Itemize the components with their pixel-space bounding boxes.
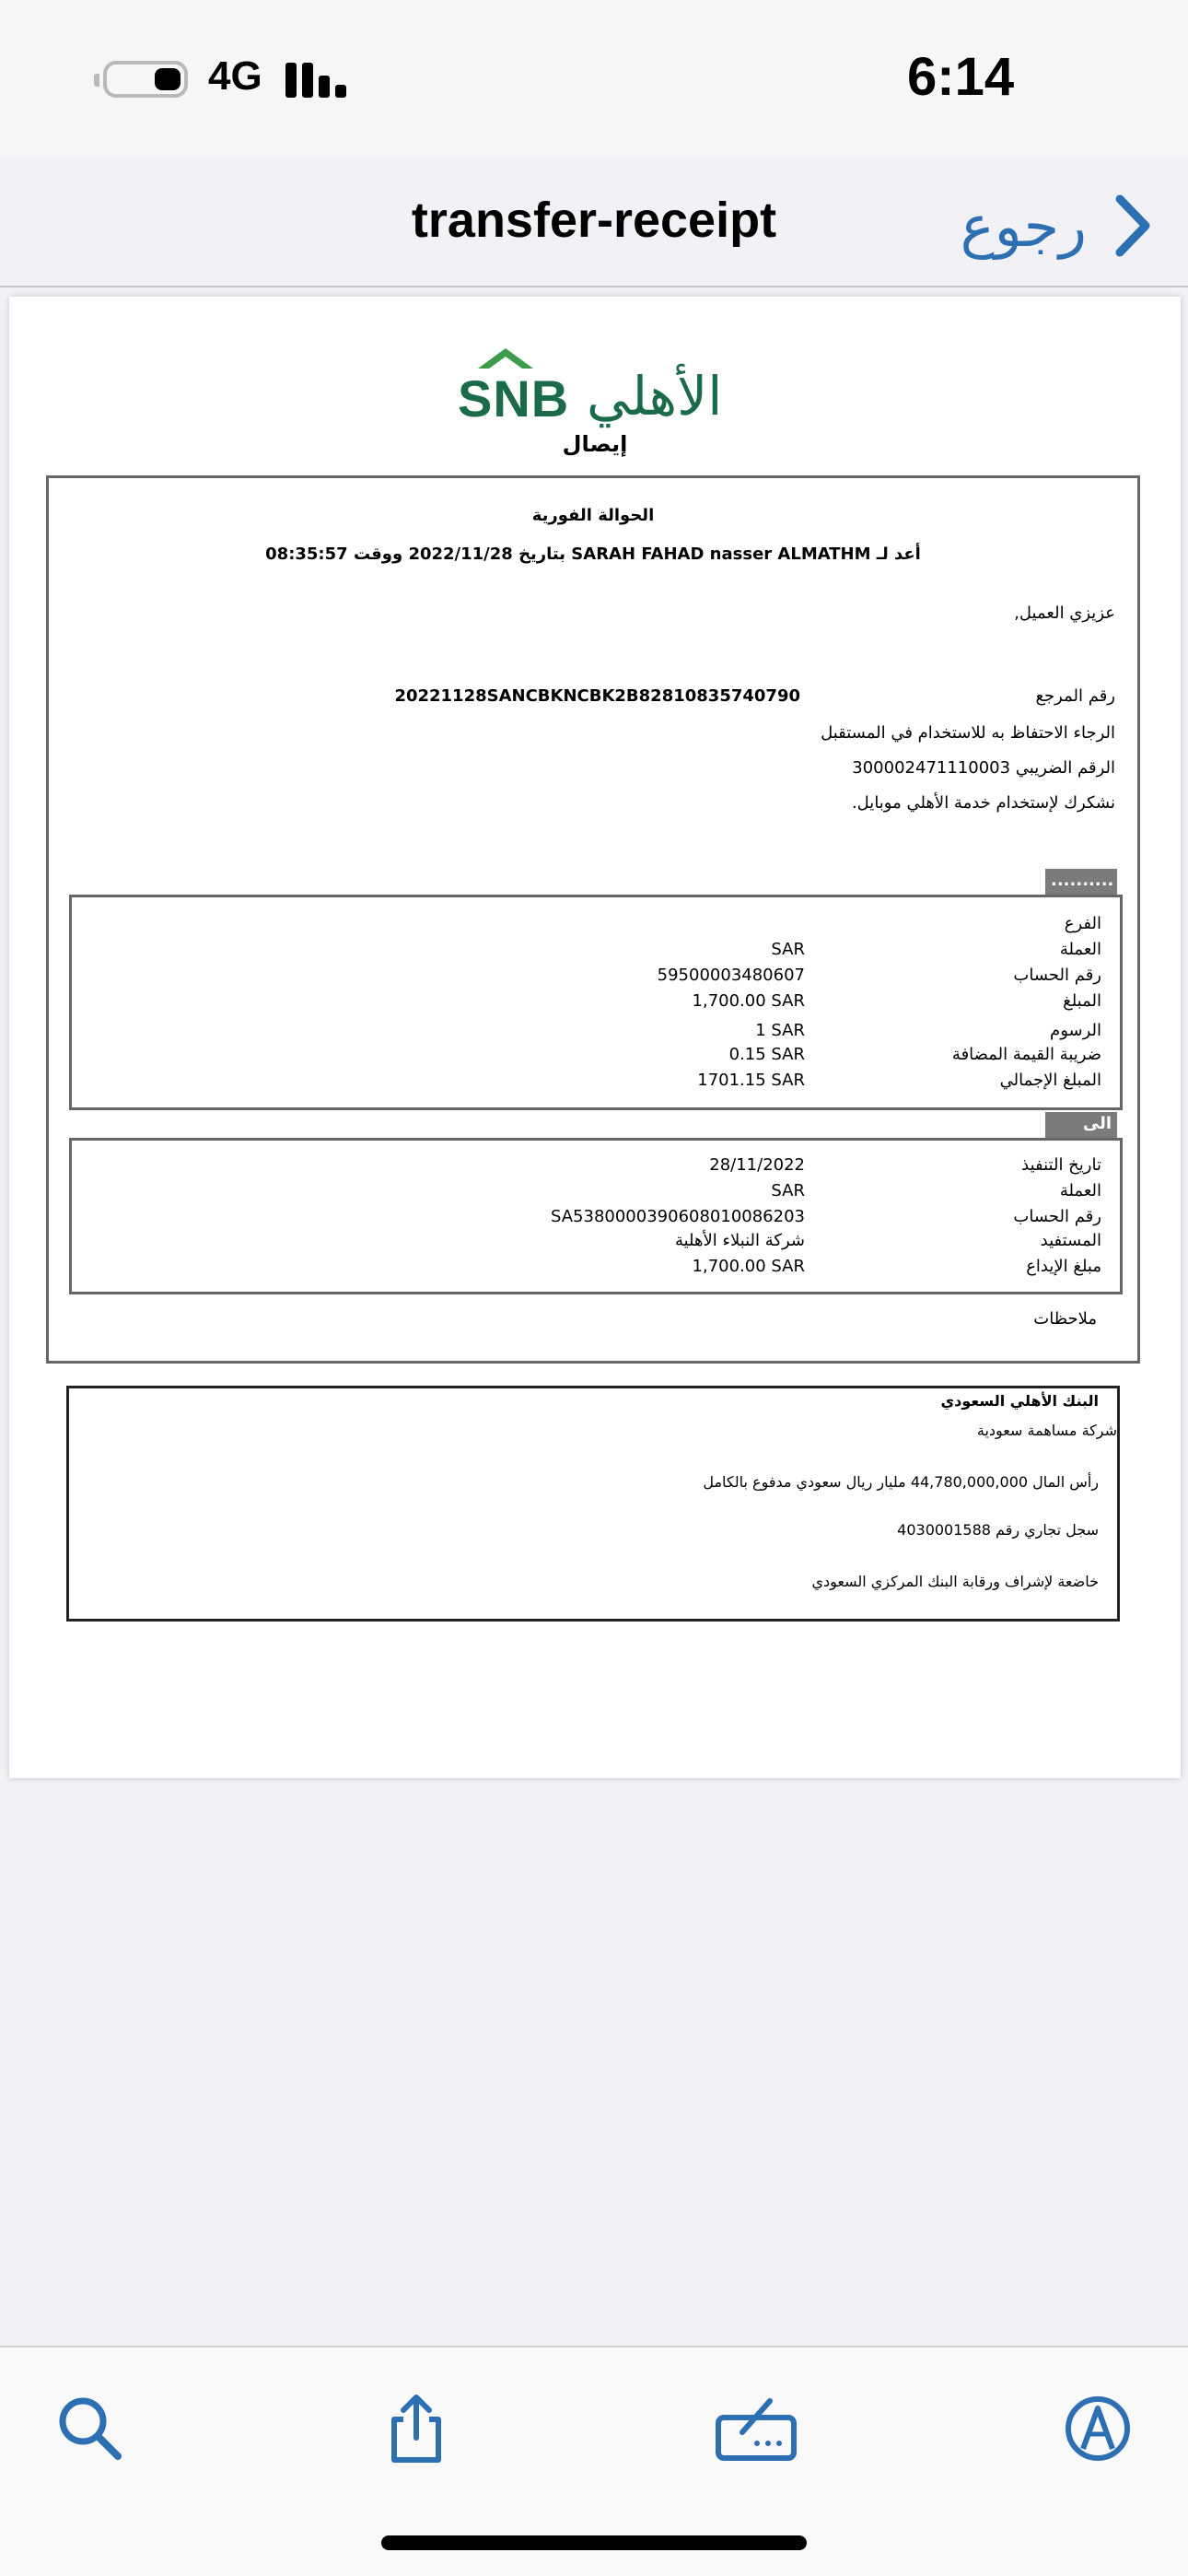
annotate-icon[interactable] bbox=[1061, 2392, 1135, 2465]
to-section bbox=[69, 1138, 1123, 1294]
to-currency-label: العملة bbox=[1059, 1181, 1101, 1200]
home-indicator bbox=[381, 2535, 807, 2550]
from-total-label: المبلغ الإجمالي bbox=[999, 1071, 1101, 1090]
keep-note: الرجاء الاحتفاظ به للاستخدام في المستقبل bbox=[821, 723, 1115, 743]
from-account-label: رقم الحساب bbox=[1013, 966, 1101, 985]
receipt-title: إيصال bbox=[562, 431, 628, 457]
page-title: transfer-receipt bbox=[411, 193, 777, 248]
search-icon[interactable] bbox=[53, 2392, 127, 2465]
chevron-right-icon bbox=[1114, 193, 1151, 258]
nav-divider bbox=[0, 286, 1188, 287]
notes-label: ملاحظات bbox=[1033, 1309, 1097, 1329]
commercial-register: سجل تجاري رقم 4030001588 bbox=[897, 1521, 1099, 1539]
back-label: رجوع bbox=[960, 192, 1087, 260]
to-deposit-value: 1,700.00 SAR bbox=[692, 1257, 805, 1276]
regulation-note: خاضعة لإشراف ورقابة البنك المركزي السعودي bbox=[811, 1573, 1099, 1590]
to-date-label: تاريخ التنفيذ bbox=[1021, 1155, 1101, 1175]
from-section-tab: .......... bbox=[1045, 869, 1117, 896]
logo-arabic: الأهلي bbox=[587, 365, 723, 427]
share-icon[interactable] bbox=[379, 2392, 453, 2465]
from-currency-value: SAR bbox=[771, 940, 805, 959]
to-account-label: رقم الحساب bbox=[1013, 1207, 1101, 1226]
from-fees-label: الرسوم bbox=[1050, 1021, 1101, 1040]
clock: 6:14 bbox=[907, 47, 1015, 107]
from-amount-label: المبلغ bbox=[1063, 991, 1101, 1011]
to-beneficiary-label: المستفيد bbox=[1040, 1231, 1101, 1250]
to-beneficiary-value: شركة النبلاء الأهلية bbox=[674, 1231, 805, 1250]
from-vat-label: ضريبة القيمة المضافة bbox=[951, 1045, 1101, 1064]
thanks-note: نشكرك لإستخدام خدمة الأهلي موبايل. bbox=[851, 793, 1115, 813]
network-type: 4G bbox=[208, 53, 262, 99]
prepared-for: أعد لـ SARAH FAHAD nasser ALMATHM بتاريخ 2022/11/28 ووقت 08:35:57 bbox=[265, 544, 921, 564]
receipt-main-box bbox=[46, 475, 1140, 1364]
reference-label: رقم المرجع bbox=[1035, 686, 1115, 706]
markup-icon[interactable] bbox=[715, 2392, 798, 2465]
from-total-value: 1701.15 SAR bbox=[697, 1071, 805, 1090]
from-fees-value: 1 SAR bbox=[755, 1021, 805, 1040]
reference-value: 20221128SANCBKNCBK2B82810835740790 bbox=[394, 686, 800, 706]
bank-name: البنك الأهلي السعودي bbox=[940, 1392, 1099, 1410]
from-section bbox=[69, 895, 1123, 1110]
to-account-value: SA5380000390608010086203 bbox=[550, 1207, 805, 1226]
from-amount-value: 1,700.00 SAR bbox=[692, 991, 805, 1011]
back-button[interactable] bbox=[961, 189, 1151, 263]
bank-footer-box bbox=[66, 1386, 1120, 1622]
receipt-document bbox=[9, 297, 1181, 1778]
status-bar bbox=[0, 0, 1188, 260]
greeting: عزيزي العميل, bbox=[1014, 603, 1115, 623]
capital-note: رأس المال 44,780,000,000 مليار ريال سعودي مدفوع بالكامل bbox=[703, 1473, 1099, 1491]
tax-number: الرقم الضريبي 300002471110003 bbox=[852, 758, 1115, 778]
to-currency-value: SAR bbox=[771, 1181, 805, 1200]
signal-icon bbox=[285, 61, 350, 98]
to-deposit-label: مبلغ الإيداع bbox=[1026, 1257, 1101, 1276]
to-date-value: 28/11/2022 bbox=[709, 1155, 805, 1175]
from-account-value: 59500003480607 bbox=[657, 966, 805, 985]
company-type: شركة مساهمة سعودية bbox=[976, 1422, 1117, 1439]
to-section-tab: الى bbox=[1045, 1112, 1117, 1140]
from-vat-value: 0.15 SAR bbox=[728, 1045, 805, 1064]
from-branch-label: الفرع bbox=[1064, 914, 1101, 933]
logo-latin: SNB bbox=[458, 369, 570, 427]
snb-logo bbox=[458, 348, 723, 431]
transfer-type: الحوالة الفورية bbox=[531, 506, 655, 525]
from-currency-label: العملة bbox=[1059, 940, 1101, 959]
battery-icon bbox=[103, 61, 188, 98]
